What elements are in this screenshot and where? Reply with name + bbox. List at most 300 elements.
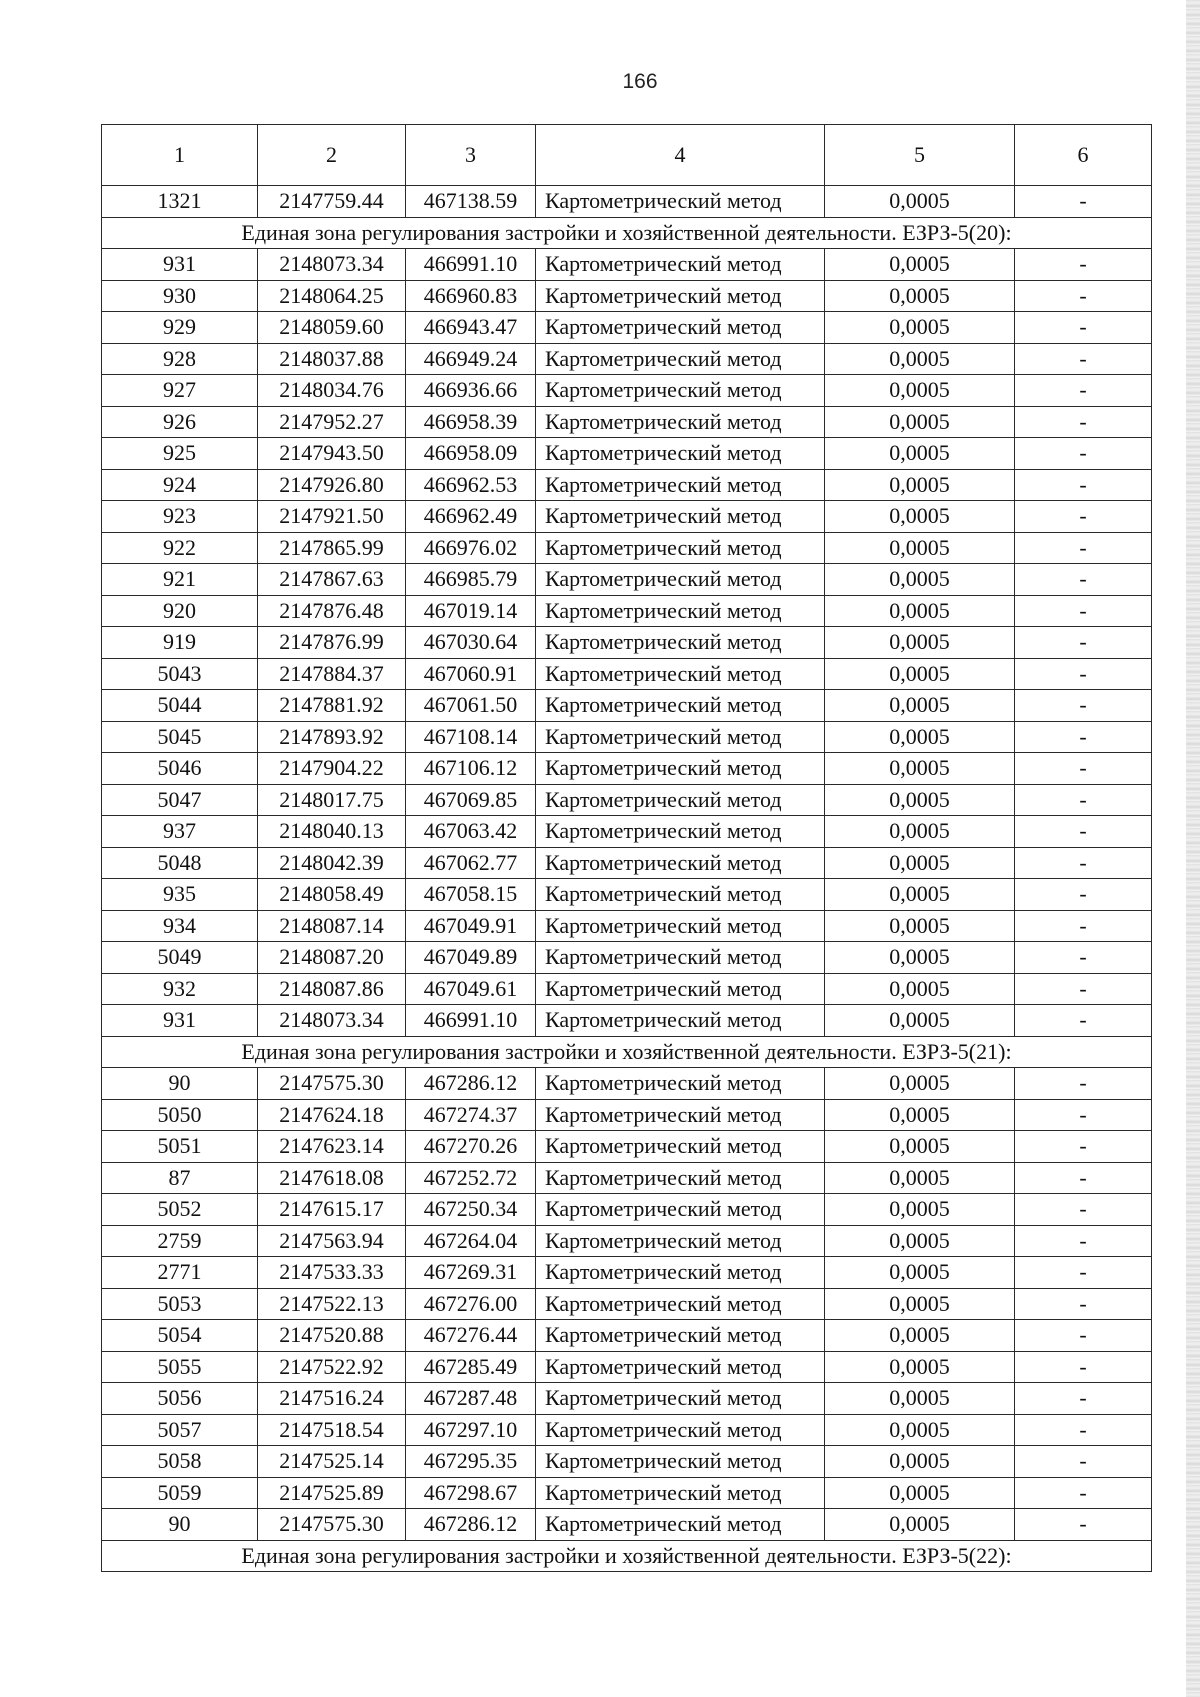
note-cell: - <box>1015 1477 1152 1509</box>
accuracy-cell: 0,0005 <box>825 1320 1015 1352</box>
x-coordinate-cell: 2147575.30 <box>258 1068 406 1100</box>
x-coordinate-cell: 2147615.17 <box>258 1194 406 1226</box>
y-coordinate-cell: 466943.47 <box>406 312 536 344</box>
x-coordinate-cell: 2147943.50 <box>258 438 406 470</box>
accuracy-cell: 0,0005 <box>825 280 1015 312</box>
y-coordinate-cell: 467030.64 <box>406 627 536 659</box>
accuracy-cell: 0,0005 <box>825 1257 1015 1289</box>
table-row <box>102 375 1152 407</box>
y-coordinate-cell: 466962.53 <box>406 469 536 501</box>
y-coordinate-cell: 466936.66 <box>406 375 536 407</box>
y-coordinate-cell: 467287.48 <box>406 1383 536 1415</box>
point-number-cell: 930 <box>102 280 258 312</box>
point-number-cell: 937 <box>102 816 258 848</box>
point-number-cell: 5044 <box>102 690 258 722</box>
y-coordinate-cell: 466985.79 <box>406 564 536 596</box>
note-cell: - <box>1015 1225 1152 1257</box>
accuracy-cell: 0,0005 <box>825 312 1015 344</box>
method-cell: Картометрический метод <box>536 1383 825 1415</box>
coordinates-table <box>101 124 1152 1572</box>
x-coordinate-cell: 2148042.39 <box>258 847 406 879</box>
point-number-cell: 5054 <box>102 1320 258 1352</box>
table-row <box>102 690 1152 722</box>
note-cell: - <box>1015 1068 1152 1100</box>
y-coordinate-cell: 467298.67 <box>406 1477 536 1509</box>
header-cell-3: 3 <box>406 125 536 186</box>
y-coordinate-cell: 467270.26 <box>406 1131 536 1163</box>
accuracy-cell: 0,0005 <box>825 375 1015 407</box>
y-coordinate-cell: 467049.89 <box>406 942 536 974</box>
table-row <box>102 721 1152 753</box>
method-cell: Картометрический метод <box>536 312 825 344</box>
accuracy-cell: 0,0005 <box>825 1225 1015 1257</box>
accuracy-cell: 0,0005 <box>825 1194 1015 1226</box>
x-coordinate-cell: 2147533.33 <box>258 1257 406 1289</box>
note-cell: - <box>1015 973 1152 1005</box>
note-cell: - <box>1015 753 1152 785</box>
table-row <box>102 942 1152 974</box>
point-number-cell: 2771 <box>102 1257 258 1289</box>
x-coordinate-cell: 2147575.30 <box>258 1509 406 1541</box>
point-number-cell: 5052 <box>102 1194 258 1226</box>
accuracy-cell: 0,0005 <box>825 186 1015 218</box>
note-cell: - <box>1015 1446 1152 1478</box>
method-cell: Картометрический метод <box>536 1477 825 1509</box>
note-cell: - <box>1015 564 1152 596</box>
x-coordinate-cell: 2147520.88 <box>258 1320 406 1352</box>
table-row <box>102 1194 1152 1226</box>
note-cell: - <box>1015 784 1152 816</box>
accuracy-cell: 0,0005 <box>825 721 1015 753</box>
x-coordinate-cell: 2147876.48 <box>258 595 406 627</box>
method-cell: Картометрический метод <box>536 1414 825 1446</box>
point-number-cell: 923 <box>102 501 258 533</box>
method-cell: Картометрический метод <box>536 942 825 974</box>
accuracy-cell: 0,0005 <box>825 879 1015 911</box>
accuracy-cell: 0,0005 <box>825 1351 1015 1383</box>
y-coordinate-cell: 467274.37 <box>406 1099 536 1131</box>
y-coordinate-cell: 467108.14 <box>406 721 536 753</box>
section-header-row <box>102 1036 1152 1068</box>
header-cell-5: 5 <box>825 125 1015 186</box>
note-cell: - <box>1015 469 1152 501</box>
method-cell: Картометрический метод <box>536 973 825 1005</box>
note-cell: - <box>1015 1131 1152 1163</box>
note-cell: - <box>1015 816 1152 848</box>
method-cell: Картометрический метод <box>536 1288 825 1320</box>
x-coordinate-cell: 2148087.14 <box>258 910 406 942</box>
method-cell: Картометрический метод <box>536 564 825 596</box>
y-coordinate-cell: 467058.15 <box>406 879 536 911</box>
note-cell: - <box>1015 249 1152 281</box>
section-title: Единая зона регулирования застройки и хозяйственной деятельности. ЕЗРЗ-5(22): <box>102 1540 1152 1572</box>
table-row <box>102 501 1152 533</box>
method-cell: Картометрический метод <box>536 690 825 722</box>
point-number-cell: 5050 <box>102 1099 258 1131</box>
point-number-cell: 5045 <box>102 721 258 753</box>
x-coordinate-cell: 2147921.50 <box>258 501 406 533</box>
point-number-cell: 922 <box>102 532 258 564</box>
section-title: Единая зона регулирования застройки и хозяйственной деятельности. ЕЗРЗ-5(21): <box>102 1036 1152 1068</box>
point-number-cell: 5048 <box>102 847 258 879</box>
point-number-cell: 5047 <box>102 784 258 816</box>
method-cell: Картометрический метод <box>536 1068 825 1100</box>
accuracy-cell: 0,0005 <box>825 1509 1015 1541</box>
y-coordinate-cell: 466976.02 <box>406 532 536 564</box>
table-row <box>102 1257 1152 1289</box>
method-cell: Картометрический метод <box>536 627 825 659</box>
y-coordinate-cell: 467295.35 <box>406 1446 536 1478</box>
point-number-cell: 2759 <box>102 1225 258 1257</box>
x-coordinate-cell: 2147525.89 <box>258 1477 406 1509</box>
y-coordinate-cell: 467069.85 <box>406 784 536 816</box>
method-cell: Картометрический метод <box>536 1446 825 1478</box>
note-cell: - <box>1015 595 1152 627</box>
accuracy-cell: 0,0005 <box>825 1131 1015 1163</box>
x-coordinate-cell: 2147563.94 <box>258 1225 406 1257</box>
accuracy-cell: 0,0005 <box>825 1288 1015 1320</box>
note-cell: - <box>1015 532 1152 564</box>
table-row <box>102 1477 1152 1509</box>
point-number-cell: 934 <box>102 910 258 942</box>
table-row <box>102 816 1152 848</box>
x-coordinate-cell: 2147522.92 <box>258 1351 406 1383</box>
table-row <box>102 1005 1152 1037</box>
scan-edge <box>1186 0 1200 1697</box>
accuracy-cell: 0,0005 <box>825 1414 1015 1446</box>
table-row <box>102 406 1152 438</box>
method-cell: Картометрический метод <box>536 816 825 848</box>
table-row <box>102 1099 1152 1131</box>
point-number-cell: 920 <box>102 595 258 627</box>
note-cell: - <box>1015 1257 1152 1289</box>
note-cell: - <box>1015 1005 1152 1037</box>
method-cell: Картометрический метод <box>536 406 825 438</box>
x-coordinate-cell: 2148017.75 <box>258 784 406 816</box>
note-cell: - <box>1015 438 1152 470</box>
x-coordinate-cell: 2147881.92 <box>258 690 406 722</box>
y-coordinate-cell: 467297.10 <box>406 1414 536 1446</box>
method-cell: Картометрический метод <box>536 280 825 312</box>
table-row <box>102 973 1152 1005</box>
method-cell: Картометрический метод <box>536 438 825 470</box>
x-coordinate-cell: 2148087.86 <box>258 973 406 1005</box>
method-cell: Картометрический метод <box>536 1099 825 1131</box>
method-cell: Картометрический метод <box>536 847 825 879</box>
method-cell: Картометрический метод <box>536 595 825 627</box>
note-cell: - <box>1015 658 1152 690</box>
method-cell: Картометрический метод <box>536 1509 825 1541</box>
method-cell: Картометрический метод <box>536 375 825 407</box>
method-cell: Картометрический метод <box>536 1257 825 1289</box>
y-coordinate-cell: 466991.10 <box>406 1005 536 1037</box>
point-number-cell: 5043 <box>102 658 258 690</box>
method-cell: Картометрический метод <box>536 910 825 942</box>
accuracy-cell: 0,0005 <box>825 501 1015 533</box>
y-coordinate-cell: 467276.00 <box>406 1288 536 1320</box>
note-cell: - <box>1015 1383 1152 1415</box>
accuracy-cell: 0,0005 <box>825 1446 1015 1478</box>
x-coordinate-cell: 2147522.13 <box>258 1288 406 1320</box>
table-row <box>102 1509 1152 1541</box>
accuracy-cell: 0,0005 <box>825 438 1015 470</box>
point-number-cell: 926 <box>102 406 258 438</box>
method-cell: Картометрический метод <box>536 532 825 564</box>
x-coordinate-cell: 2147952.27 <box>258 406 406 438</box>
x-coordinate-cell: 2147884.37 <box>258 658 406 690</box>
accuracy-cell: 0,0005 <box>825 1068 1015 1100</box>
x-coordinate-cell: 2147759.44 <box>258 186 406 218</box>
table-row <box>102 1131 1152 1163</box>
point-number-cell: 919 <box>102 627 258 659</box>
accuracy-cell: 0,0005 <box>825 910 1015 942</box>
point-number-cell: 5058 <box>102 1446 258 1478</box>
y-coordinate-cell: 466958.39 <box>406 406 536 438</box>
table-row <box>102 627 1152 659</box>
accuracy-cell: 0,0005 <box>825 753 1015 785</box>
table-row <box>102 1225 1152 1257</box>
note-cell: - <box>1015 721 1152 753</box>
note-cell: - <box>1015 847 1152 879</box>
accuracy-cell: 0,0005 <box>825 847 1015 879</box>
y-coordinate-cell: 467019.14 <box>406 595 536 627</box>
note-cell: - <box>1015 627 1152 659</box>
table-row <box>102 249 1152 281</box>
table-row <box>102 343 1152 375</box>
point-number-cell: 5049 <box>102 942 258 974</box>
method-cell: Картометрический метод <box>536 1225 825 1257</box>
note-cell: - <box>1015 406 1152 438</box>
y-coordinate-cell: 467269.31 <box>406 1257 536 1289</box>
accuracy-cell: 0,0005 <box>825 973 1015 1005</box>
point-number-cell: 925 <box>102 438 258 470</box>
accuracy-cell: 0,0005 <box>825 595 1015 627</box>
accuracy-cell: 0,0005 <box>825 1005 1015 1037</box>
note-cell: - <box>1015 501 1152 533</box>
method-cell: Картометрический метод <box>536 753 825 785</box>
note-cell: - <box>1015 280 1152 312</box>
note-cell: - <box>1015 910 1152 942</box>
y-coordinate-cell: 467061.50 <box>406 690 536 722</box>
page-number: 166 <box>622 70 658 93</box>
note-cell: - <box>1015 1099 1152 1131</box>
table-row <box>102 312 1152 344</box>
table-row <box>102 847 1152 879</box>
point-number-cell: 87 <box>102 1162 258 1194</box>
method-cell: Картометрический метод <box>536 784 825 816</box>
header-cell-4: 4 <box>536 125 825 186</box>
table-row <box>102 438 1152 470</box>
method-cell: Картометрический метод <box>536 879 825 911</box>
x-coordinate-cell: 2147518.54 <box>258 1414 406 1446</box>
table-row <box>102 1414 1152 1446</box>
method-cell: Картометрический метод <box>536 721 825 753</box>
x-coordinate-cell: 2147893.92 <box>258 721 406 753</box>
method-cell: Картометрический метод <box>536 658 825 690</box>
accuracy-cell: 0,0005 <box>825 658 1015 690</box>
x-coordinate-cell: 2148037.88 <box>258 343 406 375</box>
table-row <box>102 469 1152 501</box>
y-coordinate-cell: 467252.72 <box>406 1162 536 1194</box>
method-cell: Картометрический метод <box>536 1162 825 1194</box>
method-cell: Картометрический метод <box>536 249 825 281</box>
method-cell: Картометрический метод <box>536 1194 825 1226</box>
x-coordinate-cell: 2147623.14 <box>258 1131 406 1163</box>
x-coordinate-cell: 2148073.34 <box>258 249 406 281</box>
note-cell: - <box>1015 1351 1152 1383</box>
table-row <box>102 1351 1152 1383</box>
y-coordinate-cell: 466958.09 <box>406 438 536 470</box>
header-cell-2: 2 <box>258 125 406 186</box>
table-row <box>102 910 1152 942</box>
x-coordinate-cell: 2148087.20 <box>258 942 406 974</box>
note-cell: - <box>1015 1414 1152 1446</box>
method-cell: Картометрический метод <box>536 343 825 375</box>
y-coordinate-cell: 467138.59 <box>406 186 536 218</box>
table-row <box>102 186 1152 218</box>
point-number-cell: 935 <box>102 879 258 911</box>
y-coordinate-cell: 467286.12 <box>406 1068 536 1100</box>
y-coordinate-cell: 467264.04 <box>406 1225 536 1257</box>
point-number-cell: 5051 <box>102 1131 258 1163</box>
accuracy-cell: 0,0005 <box>825 1099 1015 1131</box>
y-coordinate-cell: 467063.42 <box>406 816 536 848</box>
table-row <box>102 1446 1152 1478</box>
accuracy-cell: 0,0005 <box>825 343 1015 375</box>
y-coordinate-cell: 467286.12 <box>406 1509 536 1541</box>
x-coordinate-cell: 2148059.60 <box>258 312 406 344</box>
y-coordinate-cell: 467250.34 <box>406 1194 536 1226</box>
table-row <box>102 280 1152 312</box>
table-row <box>102 1288 1152 1320</box>
table-row <box>102 1068 1152 1100</box>
table-row <box>102 879 1152 911</box>
table-row <box>102 532 1152 564</box>
table-row <box>102 1383 1152 1415</box>
accuracy-cell: 0,0005 <box>825 784 1015 816</box>
y-coordinate-cell: 467049.61 <box>406 973 536 1005</box>
y-coordinate-cell: 467062.77 <box>406 847 536 879</box>
x-coordinate-cell: 2147525.14 <box>258 1446 406 1478</box>
point-number-cell: 932 <box>102 973 258 1005</box>
y-coordinate-cell: 466960.83 <box>406 280 536 312</box>
note-cell: - <box>1015 312 1152 344</box>
y-coordinate-cell: 467049.91 <box>406 910 536 942</box>
accuracy-cell: 0,0005 <box>825 406 1015 438</box>
table-row <box>102 784 1152 816</box>
table-row <box>102 753 1152 785</box>
x-coordinate-cell: 2148040.13 <box>258 816 406 848</box>
x-coordinate-cell: 2148073.34 <box>258 1005 406 1037</box>
table-row <box>102 564 1152 596</box>
method-cell: Картометрический метод <box>536 469 825 501</box>
accuracy-cell: 0,0005 <box>825 690 1015 722</box>
accuracy-cell: 0,0005 <box>825 1477 1015 1509</box>
note-cell: - <box>1015 1194 1152 1226</box>
point-number-cell: 5059 <box>102 1477 258 1509</box>
table-row <box>102 1162 1152 1194</box>
point-number-cell: 929 <box>102 312 258 344</box>
y-coordinate-cell: 467285.49 <box>406 1351 536 1383</box>
note-cell: - <box>1015 1509 1152 1541</box>
point-number-cell: 928 <box>102 343 258 375</box>
table-header-row <box>102 125 1152 186</box>
accuracy-cell: 0,0005 <box>825 249 1015 281</box>
section-header-row <box>102 1540 1152 1572</box>
section-header-row <box>102 217 1152 249</box>
y-coordinate-cell: 466991.10 <box>406 249 536 281</box>
accuracy-cell: 0,0005 <box>825 816 1015 848</box>
header-cell-1: 1 <box>102 125 258 186</box>
point-number-cell: 5055 <box>102 1351 258 1383</box>
point-number-cell: 90 <box>102 1509 258 1541</box>
table-row <box>102 1320 1152 1352</box>
x-coordinate-cell: 2147624.18 <box>258 1099 406 1131</box>
accuracy-cell: 0,0005 <box>825 942 1015 974</box>
x-coordinate-cell: 2147865.99 <box>258 532 406 564</box>
table-row <box>102 658 1152 690</box>
point-number-cell: 5046 <box>102 753 258 785</box>
method-cell: Картометрический метод <box>536 1005 825 1037</box>
method-cell: Картометрический метод <box>536 186 825 218</box>
point-number-cell: 1321 <box>102 186 258 218</box>
note-cell: - <box>1015 942 1152 974</box>
method-cell: Картометрический метод <box>536 1351 825 1383</box>
table-row <box>102 595 1152 627</box>
point-number-cell: 90 <box>102 1068 258 1100</box>
point-number-cell: 931 <box>102 249 258 281</box>
note-cell: - <box>1015 879 1152 911</box>
method-cell: Картометрический метод <box>536 1320 825 1352</box>
point-number-cell: 924 <box>102 469 258 501</box>
note-cell: - <box>1015 1162 1152 1194</box>
y-coordinate-cell: 467060.91 <box>406 658 536 690</box>
method-cell: Картометрический метод <box>536 501 825 533</box>
note-cell: - <box>1015 343 1152 375</box>
x-coordinate-cell: 2147516.24 <box>258 1383 406 1415</box>
section-title: Единая зона регулирования застройки и хозяйственной деятельности. ЕЗРЗ-5(20): <box>102 217 1152 249</box>
accuracy-cell: 0,0005 <box>825 1383 1015 1415</box>
y-coordinate-cell: 467106.12 <box>406 753 536 785</box>
accuracy-cell: 0,0005 <box>825 1162 1015 1194</box>
x-coordinate-cell: 2147904.22 <box>258 753 406 785</box>
note-cell: - <box>1015 375 1152 407</box>
x-coordinate-cell: 2147876.99 <box>258 627 406 659</box>
accuracy-cell: 0,0005 <box>825 532 1015 564</box>
x-coordinate-cell: 2148064.25 <box>258 280 406 312</box>
accuracy-cell: 0,0005 <box>825 627 1015 659</box>
note-cell: - <box>1015 690 1152 722</box>
x-coordinate-cell: 2147867.63 <box>258 564 406 596</box>
method-cell: Картометрический метод <box>536 1131 825 1163</box>
point-number-cell: 5056 <box>102 1383 258 1415</box>
point-number-cell: 931 <box>102 1005 258 1037</box>
y-coordinate-cell: 466962.49 <box>406 501 536 533</box>
point-number-cell: 921 <box>102 564 258 596</box>
point-number-cell: 5057 <box>102 1414 258 1446</box>
y-coordinate-cell: 467276.44 <box>406 1320 536 1352</box>
accuracy-cell: 0,0005 <box>825 564 1015 596</box>
note-cell: - <box>1015 1320 1152 1352</box>
header-cell-6: 6 <box>1015 125 1152 186</box>
accuracy-cell: 0,0005 <box>825 469 1015 501</box>
x-coordinate-cell: 2148034.76 <box>258 375 406 407</box>
x-coordinate-cell: 2147618.08 <box>258 1162 406 1194</box>
point-number-cell: 5053 <box>102 1288 258 1320</box>
y-coordinate-cell: 466949.24 <box>406 343 536 375</box>
x-coordinate-cell: 2147926.80 <box>258 469 406 501</box>
point-number-cell: 927 <box>102 375 258 407</box>
